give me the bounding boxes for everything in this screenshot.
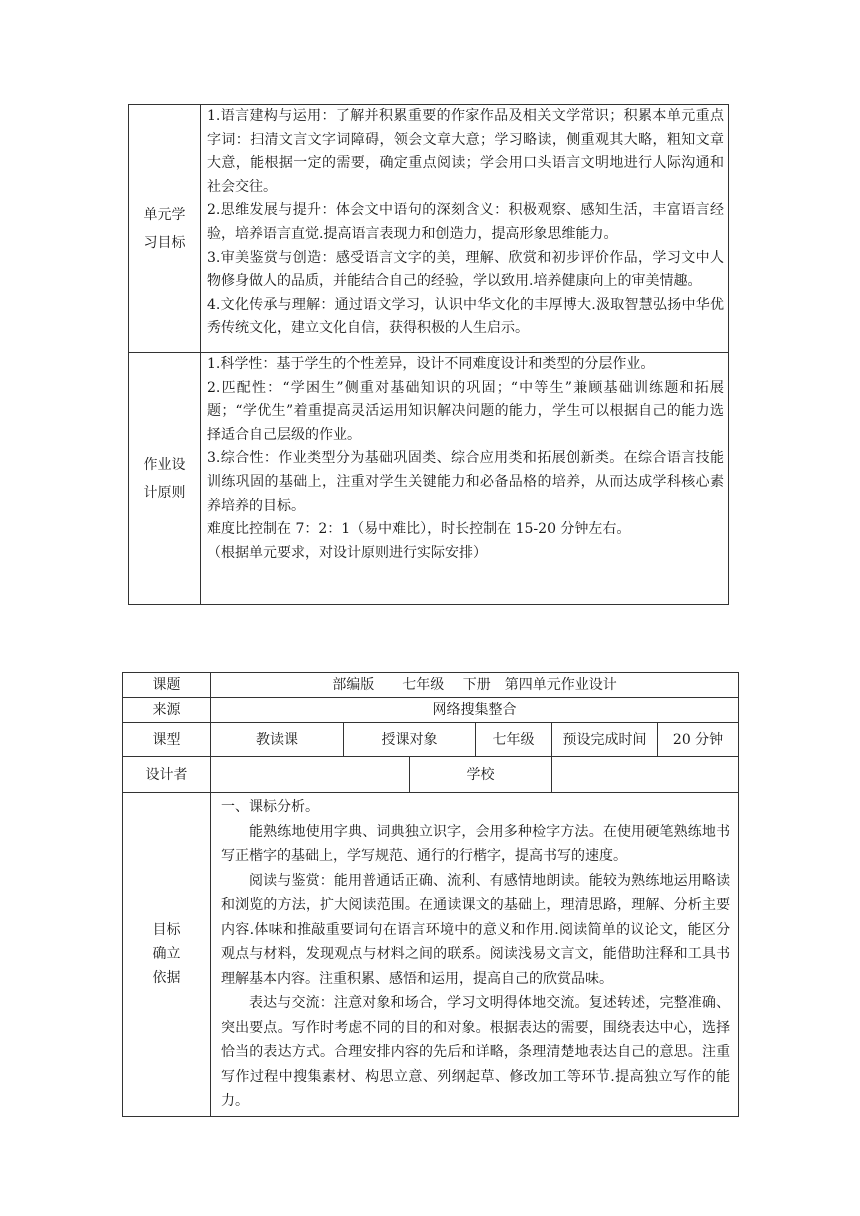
principle-item-3: 3.综合性：作业类型分为基础巩固类、综合应用类和拓展创新类。在综合语言技能训练巩固的基础上，注重对学生关键能力和必备品格的培养，从而达成学科核心素养培养的目标。 xyxy=(207,450,724,514)
principles-label-cell xyxy=(129,353,201,605)
basis-paragraph-2: 阅读与鉴赏：能用普通话正确、流利、有感情地朗读。能较为熟练地运用略读和浏览的方法，扩大阅读范围。在通读课文的基础上，理清思路，理解、分析主要内容.体味和推敲重要词句在语言环境中的意义和作用.阅读简单的议论文，能区分观点与材料，发现观点与材料之间的联系。阅读浅易文言文，能借助注释和工具书理解基本内容。注重积累、感悟和运用，提高自己的欣赏品味。 xyxy=(221,872,731,987)
goal-item-2: 2.思维发展与提升：体会文中语句的深刻含义：积极观察、感知生活，丰富语言经验，培养语言直觉.提高语言表现力和创造力，提高形象思维能力。 xyxy=(207,202,724,242)
topic-label: 课题 xyxy=(123,673,211,698)
school-value xyxy=(552,757,739,793)
principle-item-1: 1.科学性：基于学生的个性差异，设计不同难度设计和类型的分层作业。 xyxy=(207,356,655,372)
basis-label-cell xyxy=(123,793,211,1117)
lesson-type-label: 课型 xyxy=(123,723,211,757)
goals-label-cell xyxy=(129,105,201,353)
source-value: 网络搜集整合 xyxy=(211,698,739,723)
unit-goals-table xyxy=(128,104,729,605)
basis-paragraph-3: 表达与交流：注意对象和场合，学习文明得体地交流。复述转述，完整准确、突出要点。写作时考虑不同的目的和对象。根据表达的需要，围绕表达中心，选择恰当的表达方式。合理安排内容的先后和详略，条理清楚地表达自己的意思。注重写作过程中搜集素材、构思立意、列纲起草、修改加工等环节.提高独立写作的能力。 xyxy=(221,995,731,1109)
basis-label-line1: 目标 xyxy=(152,922,181,939)
principles-content-cell xyxy=(201,353,729,605)
basis-label-line2: 确立 xyxy=(152,946,181,963)
designer-row xyxy=(123,757,739,793)
principles-label-line1: 作业设 xyxy=(143,456,186,473)
principle-item-5: （根据单元要求，对设计原则进行实际安排） xyxy=(207,544,487,561)
goals-content-cell xyxy=(201,105,729,353)
designer-label: 设计者 xyxy=(123,757,211,793)
time-value: 20 分钟 xyxy=(658,723,739,757)
principles-label-line2: 计原则 xyxy=(143,484,186,501)
target-label: 授课对象 xyxy=(344,723,476,757)
goal-item-3: 3.审美鉴赏与创造：感受语言文字的美，理解、欣赏和初步评价作品，学习文中人物修身做人的品质，并能结合自己的经验，学以致用.培养健康向上的审美情趣。 xyxy=(207,249,724,290)
basis-label-line3: 依据 xyxy=(152,970,181,987)
target-value: 七年级 xyxy=(476,723,552,757)
goal-item-1: 1.语言建构与运用：了解并积累重要的作家作品及相关文学常识；积累本单元重点字词：扫清文言文字词障碍，领会文章大意；学习略读，侧重观其大略，粗知文章大意，能根据一定的需要，确定重点阅读；学会用口头语言文明地进行人际沟通和社会交往。 xyxy=(207,108,724,195)
goals-label-line2: 习目标 xyxy=(143,234,186,251)
basis-content-cell xyxy=(211,793,739,1117)
designer-value xyxy=(211,757,410,793)
basis-row xyxy=(123,793,739,1117)
principle-item-4: 难度比控制在 7：2：1（易中难比），时长控制在 15-20 分钟左右。 xyxy=(207,521,631,538)
topic-row xyxy=(123,673,739,698)
lesson-type-row xyxy=(123,723,739,757)
lesson-info-table xyxy=(122,672,739,1117)
school-label: 学校 xyxy=(410,757,552,793)
goal-item-4: 4.文化传承与理解：通过语文学习，认识中华文化的丰厚博大.汲取智慧弘扬中华优秀传统文化，建立文化自信，获得积极的人生启示。 xyxy=(207,296,724,337)
topic-value: 部编版 七年级 下册 第四单元作业设计 xyxy=(211,673,739,698)
source-row xyxy=(123,698,739,723)
basis-paragraph-1: 能熟练地使用字典、词典独立识字，会用多种检字方法。在使用硬笔熟练地书写正楷字的基础上，学写规范、通行的行楷字，提高书写的速度。 xyxy=(221,823,731,864)
basis-heading: 一、课标分析。 xyxy=(221,799,319,815)
goals-label-line1: 单元学 xyxy=(143,206,186,223)
lesson-type-value: 教读课 xyxy=(211,723,344,757)
principle-item-2: 2.匹配性：“学困生”侧重对基础知识的巩固；“中等生”兼顾基础训练题和拓展题；“学优生”着重提高灵活运用知识解决问题的能力，学生可以根据自己的能力选择适合自己层级的作业。 xyxy=(207,379,724,443)
time-label: 预设完成时间 xyxy=(552,723,658,757)
source-label: 来源 xyxy=(123,698,211,723)
